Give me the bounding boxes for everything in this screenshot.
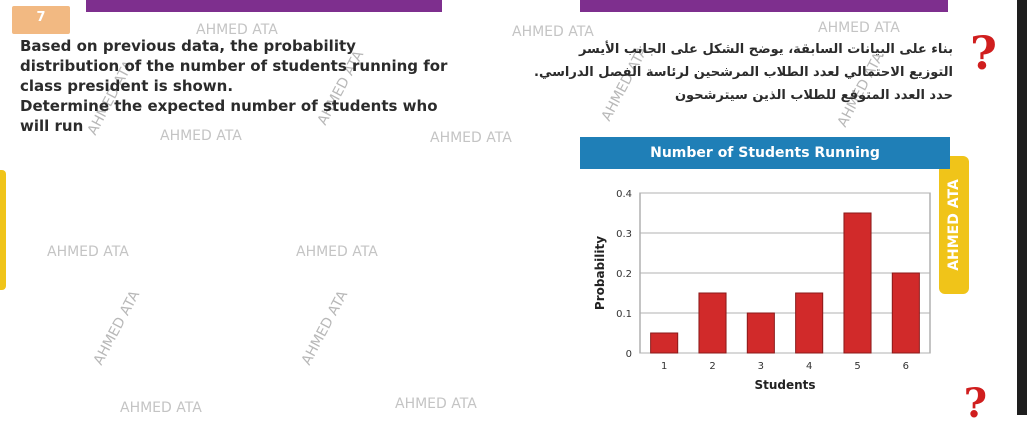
left-side-tab (0, 170, 6, 290)
x-tick-label: 5 (854, 361, 861, 372)
y-tick-label: 0.2 (616, 269, 632, 280)
x-tick-label: 1 (660, 361, 668, 372)
watermark-text: AHMED ATA (512, 24, 594, 40)
y-tick-label: 0 (625, 349, 632, 360)
watermark-text: AHMED ATA (120, 400, 202, 416)
watermark-rotated: AHMED ATA (90, 288, 144, 368)
right-edge-bar (1017, 0, 1027, 415)
watermark-rotated: AHMED ATA (84, 58, 138, 138)
question-line: will run (20, 117, 84, 135)
chart-canvas (580, 169, 950, 399)
watermark-text: AHMED ATA (395, 396, 477, 412)
question-line-arabic: حدد العدد المتوقع للطلاب الذين سيترشحون (674, 88, 953, 103)
watermark-rotated: AHMED ATA (298, 288, 352, 368)
side-brand-label: AHMED ATA (946, 179, 962, 271)
bar (747, 313, 774, 353)
bar (651, 333, 678, 353)
watermark-text: AHMED ATA (430, 130, 512, 146)
x-tick-label: 4 (805, 361, 813, 372)
watermark-text: AHMED ATA (296, 244, 378, 260)
watermark-text: AHMED ATA (47, 244, 129, 260)
bar (699, 293, 726, 353)
y-tick-label: 0.3 (616, 229, 632, 240)
top-decor-bar-right (580, 0, 948, 12)
question-number-badge: 7 (12, 6, 70, 34)
y-tick-label: 0.4 (616, 189, 632, 200)
x-tick-label: 2 (709, 361, 716, 372)
x-tick-label: 3 (757, 361, 765, 372)
question-line-arabic: بناء على البيانات السابقة، يوضح الشكل على الجانب الأيسر (578, 42, 953, 57)
bar (892, 273, 919, 353)
question-line-arabic: التوزيع الاحتمالي لعدد الطلاب المرشحين لرئاسة الفصل الدراسي. (534, 65, 953, 80)
question-line: Based on previous data, the probability (20, 37, 356, 55)
question-text-arabic (513, 38, 953, 107)
x-axis-label: Students (754, 378, 816, 392)
question-text-english (20, 36, 460, 136)
question-mark-icon: ? (970, 26, 997, 80)
watermark-rotated: AHMED ATA (598, 44, 652, 124)
watermark-rotated: AHMED ATA (834, 50, 888, 130)
question-line: Determine the expected number of students who (20, 97, 438, 115)
x-tick-label: 6 (902, 361, 910, 372)
question-line: distribution of the number of students running for (20, 57, 448, 75)
y-axis-label: Probability (593, 235, 607, 311)
top-decor-bar-left (86, 0, 442, 12)
bar (844, 213, 871, 353)
watermark-text: AHMED ATA (818, 20, 900, 36)
watermark-text: AHMED ATA (160, 128, 242, 144)
question-mark-icon: ? (963, 380, 987, 427)
chart-title: Number of Students Running (580, 137, 950, 169)
watermark-rotated: AHMED ATA (314, 48, 368, 128)
y-tick-label: 0.1 (616, 309, 632, 320)
watermark-text: AHMED ATA (196, 22, 278, 38)
bar-chart (580, 137, 950, 399)
bar (796, 293, 823, 353)
question-line: class president is shown. (20, 77, 234, 95)
